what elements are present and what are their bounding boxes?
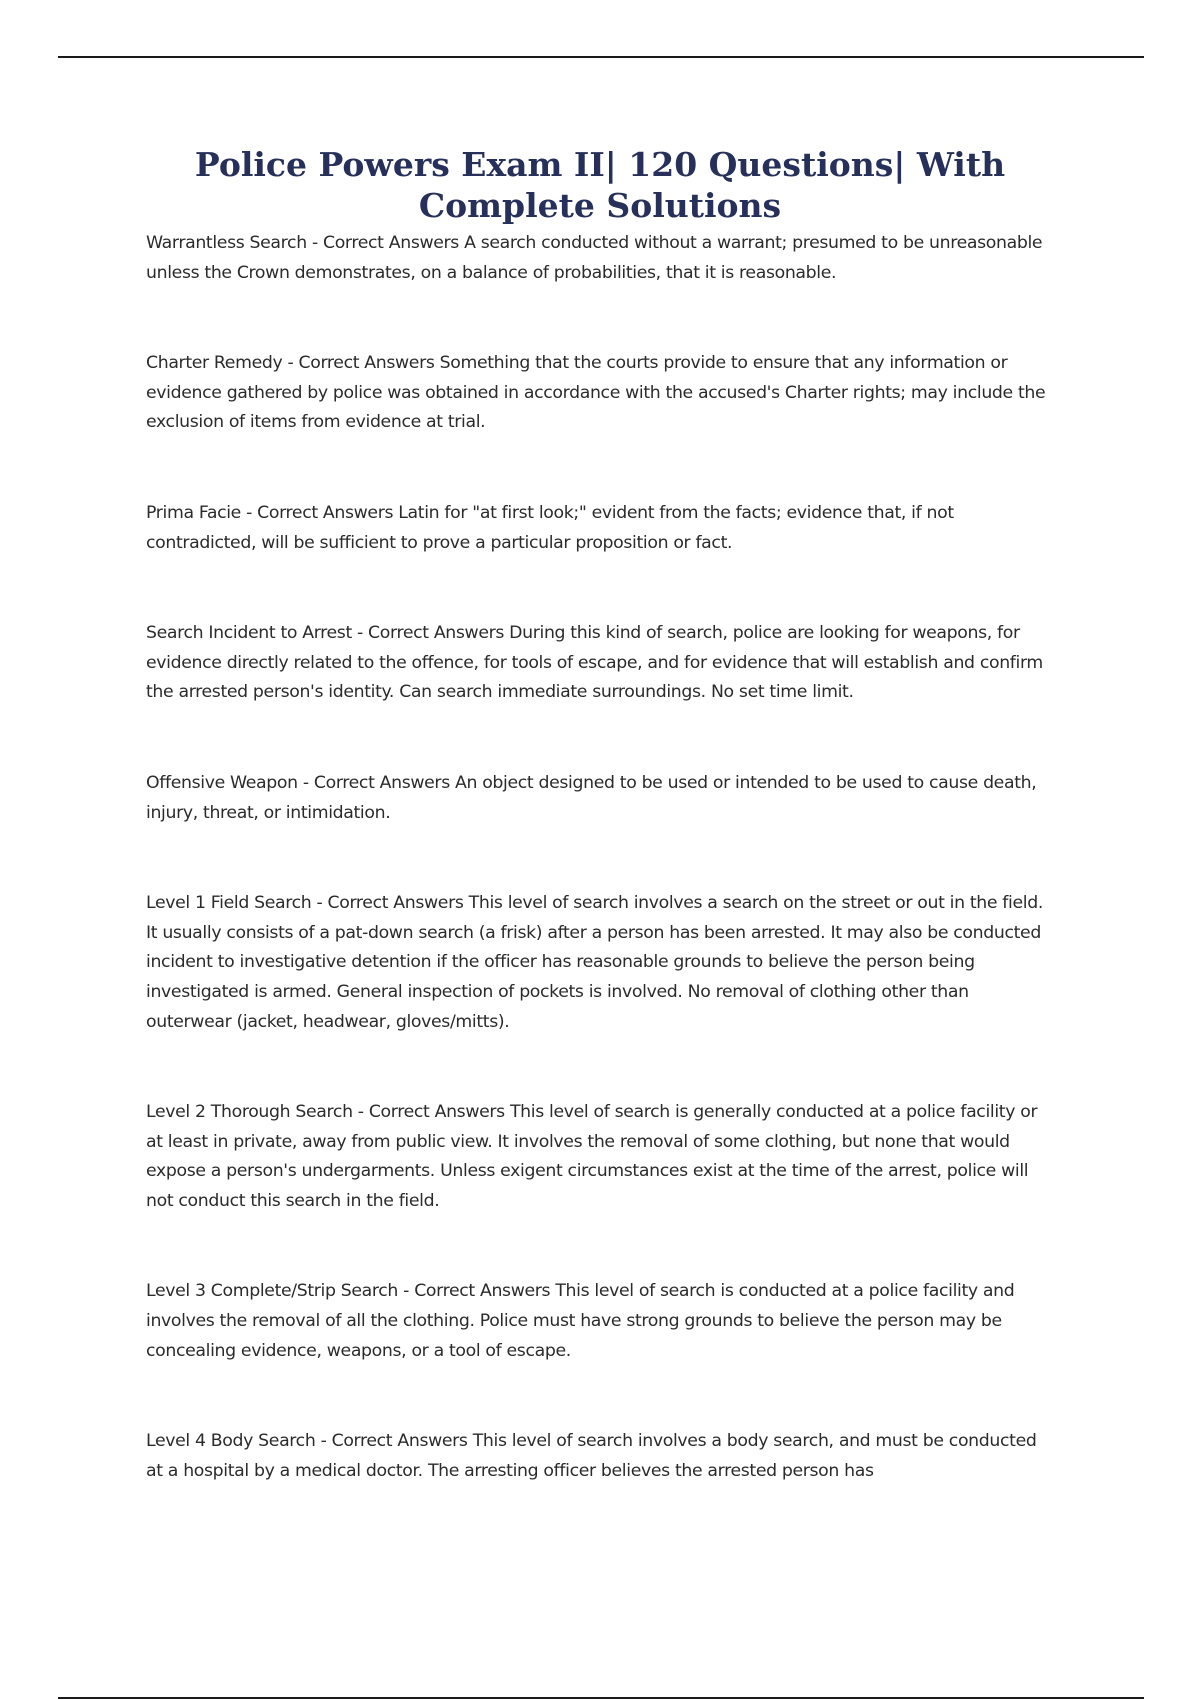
entry-warrantless-search: Warrantless Search - Correct Answers A search conducted without a warrant; presumed to be unreasonable unless the Crown demonstrates, on a balance of probabilities, that it is reasonable.: [146, 233, 1043, 283]
document-title: Police Powers Exam II| 120 Questions| With Complete Solutions: [194, 145, 1006, 225]
entry-level-1-field-search: Level 1 Field Search - Correct Answers This level of search involves a search on the street or out in the field. It usually consists of a pat-down search (a frisk) after a person has been arrested. It may also be conducted incident to investigative detention if the officer has reasonable grounds to believe the person being investigated is armed. General inspection of pockets is involved. No removal of clothing other than outerwear (jacket, headwear, gloves/mitts).: [146, 893, 1043, 1032]
entry-level-2-thorough-search: Level 2 Thorough Search - Correct Answers This level of search is generally conducted at a police facility or at least in private, away from public view. It involves the removal of some clothing, but none that would expose a person's undergarments. Unless exigent circumstances exist at the time of the arrest, police will not conduct this search in the field.: [146, 1102, 1038, 1211]
bottom-divider: [58, 1697, 1144, 1699]
entry-offensive-weapon: Offensive Weapon - Correct Answers An object designed to be used or intended to be used to cause death, injury, threat, or intimidation.: [146, 772, 1037, 823]
entry-charter-remedy: Charter Remedy - Correct Answers Something that the courts provide to ensure that any information or evidence gathered by police was obtained in accordance with the accused's Charter rights; may include the exclusion of items from evidence at trial.: [146, 353, 1046, 433]
top-divider: [58, 56, 1144, 58]
entry-level-4-body-search: Level 4 Body Search - Correct Answers This level of search involves a body search, and must be conducted at a hospital by a medical doctor. The arresting officer believes the arrested person has: [146, 1431, 1037, 1481]
entry-prima-facie: Prima Facie - Correct Answers Latin for "at first look;" evident from the facts; evidence that, if not contradicted, will be sufficient to prove a particular proposition or fact.: [146, 502, 954, 553]
entry-list: [146, 229, 1056, 1547]
entry-search-incident-to-arrest: Search Incident to Arrest - Correct Answers During this kind of search, police are looking for weapons, for evidence directly related to the offence, for tools of escape, and for evidence that will establish and confirm the arrested person's identity. Can search immediate surroundings. No set time limit.: [146, 623, 1043, 703]
entry-level-3-complete-strip-search: Level 3 Complete/Strip Search - Correct Answers This level of search is conducted at a police facility and involves the removal of all the clothing. Police must have strong grounds to believe the person may be concealing evidence, weapons, or a tool of escape.: [146, 1281, 1015, 1361]
